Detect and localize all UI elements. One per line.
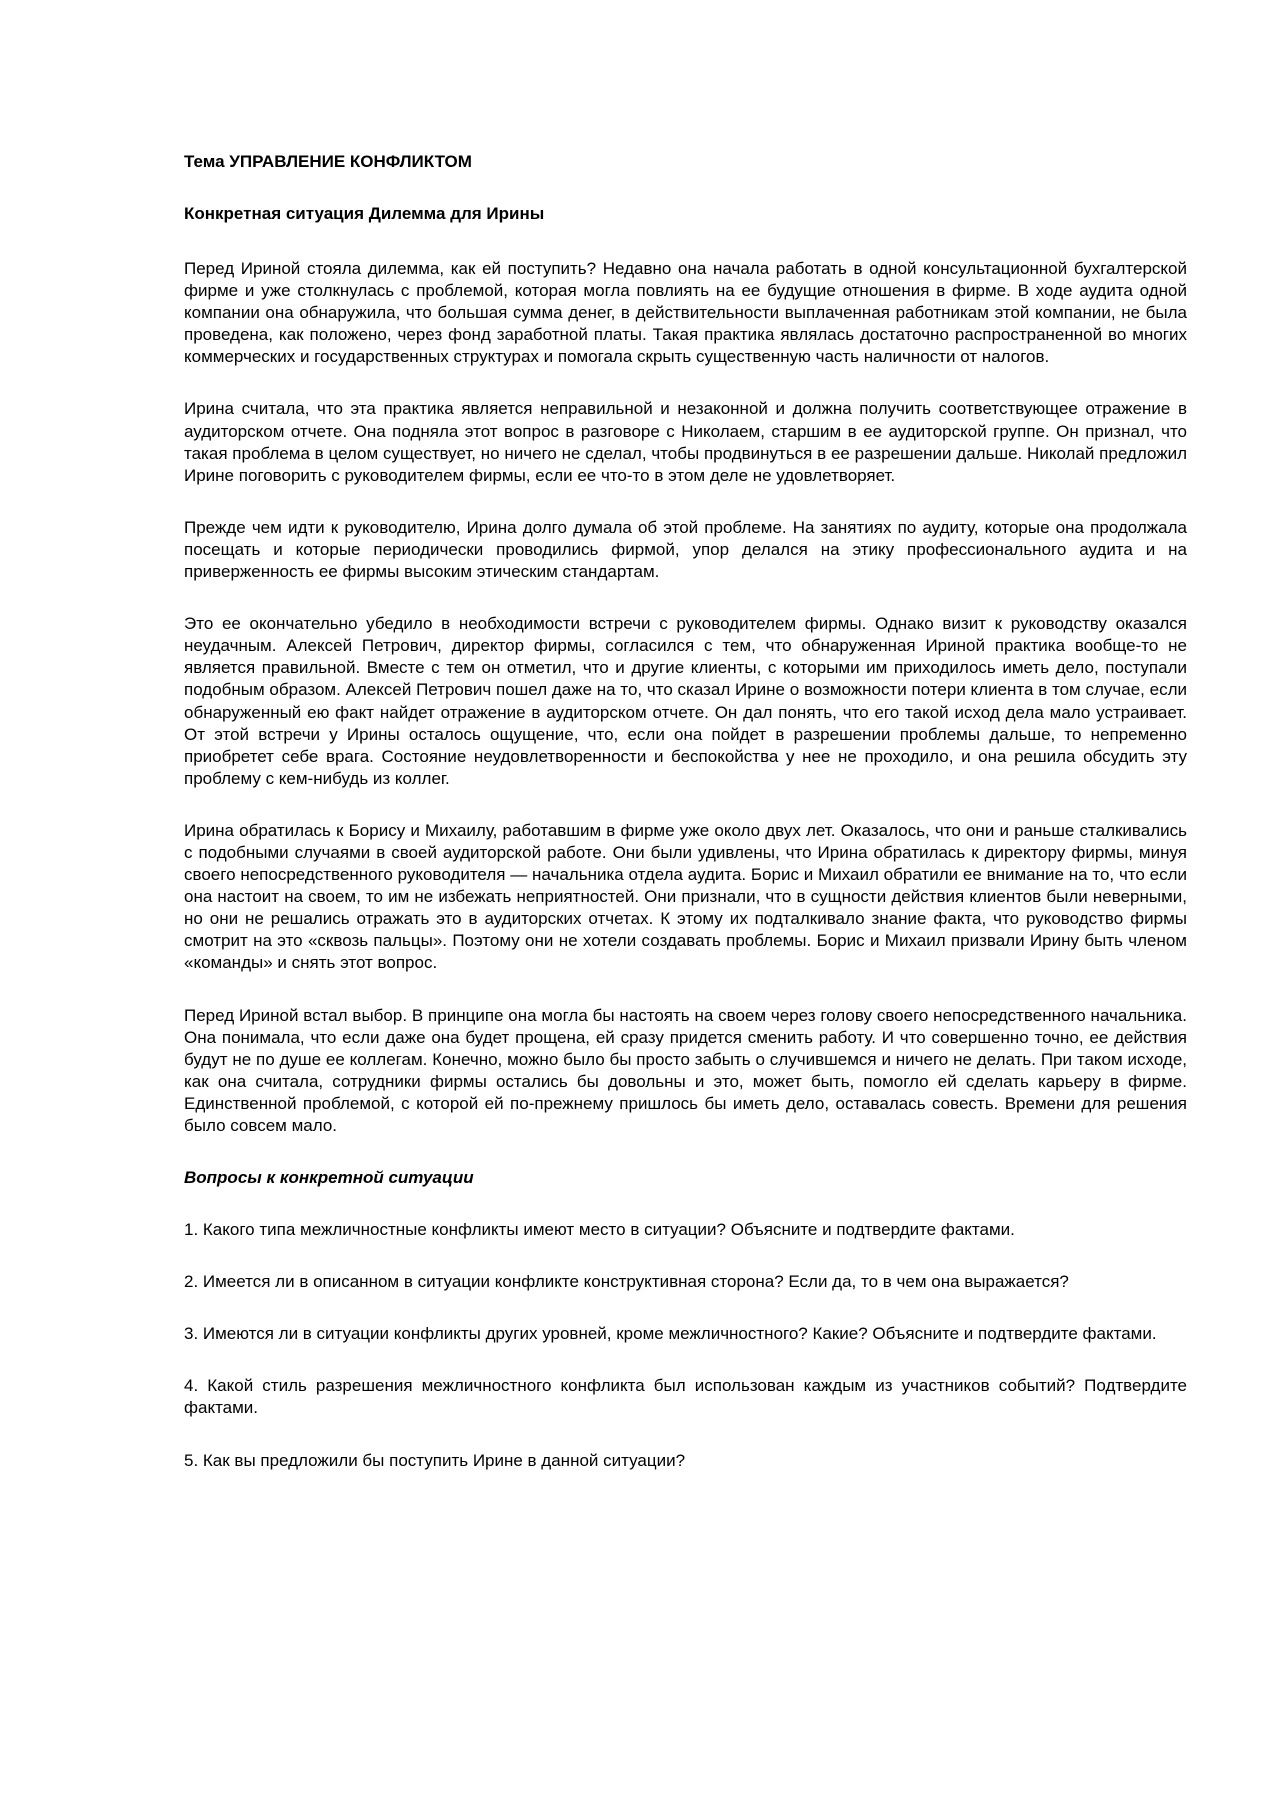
question-item: 5. Как вы предложили бы поступить Ирине в данной ситуации? bbox=[184, 1450, 686, 1470]
question-item: 2. Имеется ли в описанном в ситуации конфликте конструктивная сторона? Если да, то в чем она выражается? bbox=[184, 1272, 1069, 1292]
questions-heading: Вопросы к конкретной ситуации bbox=[184, 1168, 474, 1188]
paragraph: Ирина обратилась к Борису и Михаилу, работавшим в фирме уже около двух лет. Оказалось, что они и раньше сталкивались с подобными случаями в своей аудиторской работе. Они были удивлены, что Ирина обратилась к директору фирмы, минуя своего непосредственного руководителя — начальника отдела аудита. Борис и Михаил обратили ее внимание на то, что если она настоит на своем, то им не избежать неприятностей. Они признали, что в сущности действия клиентов были неверными, но они не решались отражать это в аудиторских отчетах. К этому их подталкивало знание факта, что руководство фирмы смотрит на это «сквозь пальцы». Поэтому они не хотели создавать проблемы. Борис и Михаил призвали Ирину быть членом «команды» и снять этот вопрос. bbox=[184, 820, 1187, 973]
paragraph: Перед Ириной стояла дилемма, как ей поступить? Недавно она начала работать в одной консультационной бухгалтерской фирме и уже столкнулась с проблемой, которая могла повлиять на ее будущие отношения в фирме. В ходе аудита одной компании она обнаружила, что большая сумма денег, в действительности выплаченная работникам этой компании, не была проведена, как положено, через фонд заработной платы. Такая практика являлась достаточно распространенной во многих коммерческих и государственных структурах и помогала скрыть существенную часть наличности от налогов. bbox=[184, 259, 1187, 367]
paragraph: Перед Ириной встал выбор. В принципе она могла бы настоять на своем через голову своего непосредственного начальника. Она понимала, что если даже она будет прощена, ей сразу придется сменить работу. И что совершенно точно, ее действия будут не по душе ее коллегам. Конечно, можно было бы просто забыть о случившемся и ничего не делать. При таком исходе, как она считала, сотрудники фирмы остались бы довольны и это, может быть, помогло ей сделать карьеру в фирме. Единственной проблемой, с которой ей по-прежнему пришлось бы иметь дело, оставалась совесть. Времени для решения было совсем мало. bbox=[184, 1005, 1187, 1135]
document-body bbox=[184, 258, 1187, 1502]
paragraph: Прежде чем идти к руководителю, Ирина долго думала об этой проблеме. На занятиях по аудиту, которые она продолжала посещать и которые периодически проводились фирмой, упор делался на этику профессионального аудита и на приверженность ее фирмы высоким этическим стандартам. bbox=[184, 517, 1187, 582]
question-item: 4. Какой стиль разрешения межличностного конфликта был использован каждым из участников событий? Подтвердите фактами. bbox=[184, 1376, 1187, 1418]
question-item: 3. Имеются ли в ситуации конфликты других уровней, кроме межличностного? Какие? Объясните и подтвердите фактами. bbox=[184, 1324, 1157, 1344]
paragraph: Ирина считала, что эта практика является неправильной и незаконной и должна получить соответствующее отражение в аудиторском отчете. Она подняла этот вопрос в разговоре с Николаем, старшим в ее аудиторской группе. Он признал, что такая проблема в целом существует, но ничего не сделал, чтобы продвинуться в ее разрешении дальше. Николай предложил Ирине поговорить с руководителем фирмы, если ее что-то в этом деле не удовлетворяет. bbox=[184, 399, 1187, 485]
topic-heading: Тема УПРАВЛЕНИЕ КОНФЛИКТОМ bbox=[184, 152, 472, 171]
question-item: 1. Какого типа межличностные конфликты имеют место в ситуации? Объясните и подтвердите фактами. bbox=[184, 1220, 1015, 1240]
case-title: Конкретная ситуация Дилемма для Ирины bbox=[184, 204, 545, 223]
paragraph: Это ее окончательно убедило в необходимости встречи с руководителем фирмы. Однако визит к руководству оказался неудачным. Алексей Петрович, директор фирмы, согласился с тем, что обнаруженная Ириной практика вообще-то не является правильной. Вместе с тем он отметил, что и другие клиенты, с которыми им приходилось иметь дело, поступали подобным образом. Алексей Петрович пошел даже на то, что сказал Ирине о возможности потери клиента в том случае, если обнаруженный ею факт найдет отражение в аудиторском отчете. Он дал понять, что его такой исход дела мало устраивает. От этой встречи у Ирины осталось ощущение, что, если она пойдет в разрешении проблемы дальше, то непременно приобретет себе врага. Состояние неудовлетворенности и беспокойства у нее не проходило, и она решила обсудить эту проблему с кем-нибудь из коллег. bbox=[184, 614, 1187, 788]
